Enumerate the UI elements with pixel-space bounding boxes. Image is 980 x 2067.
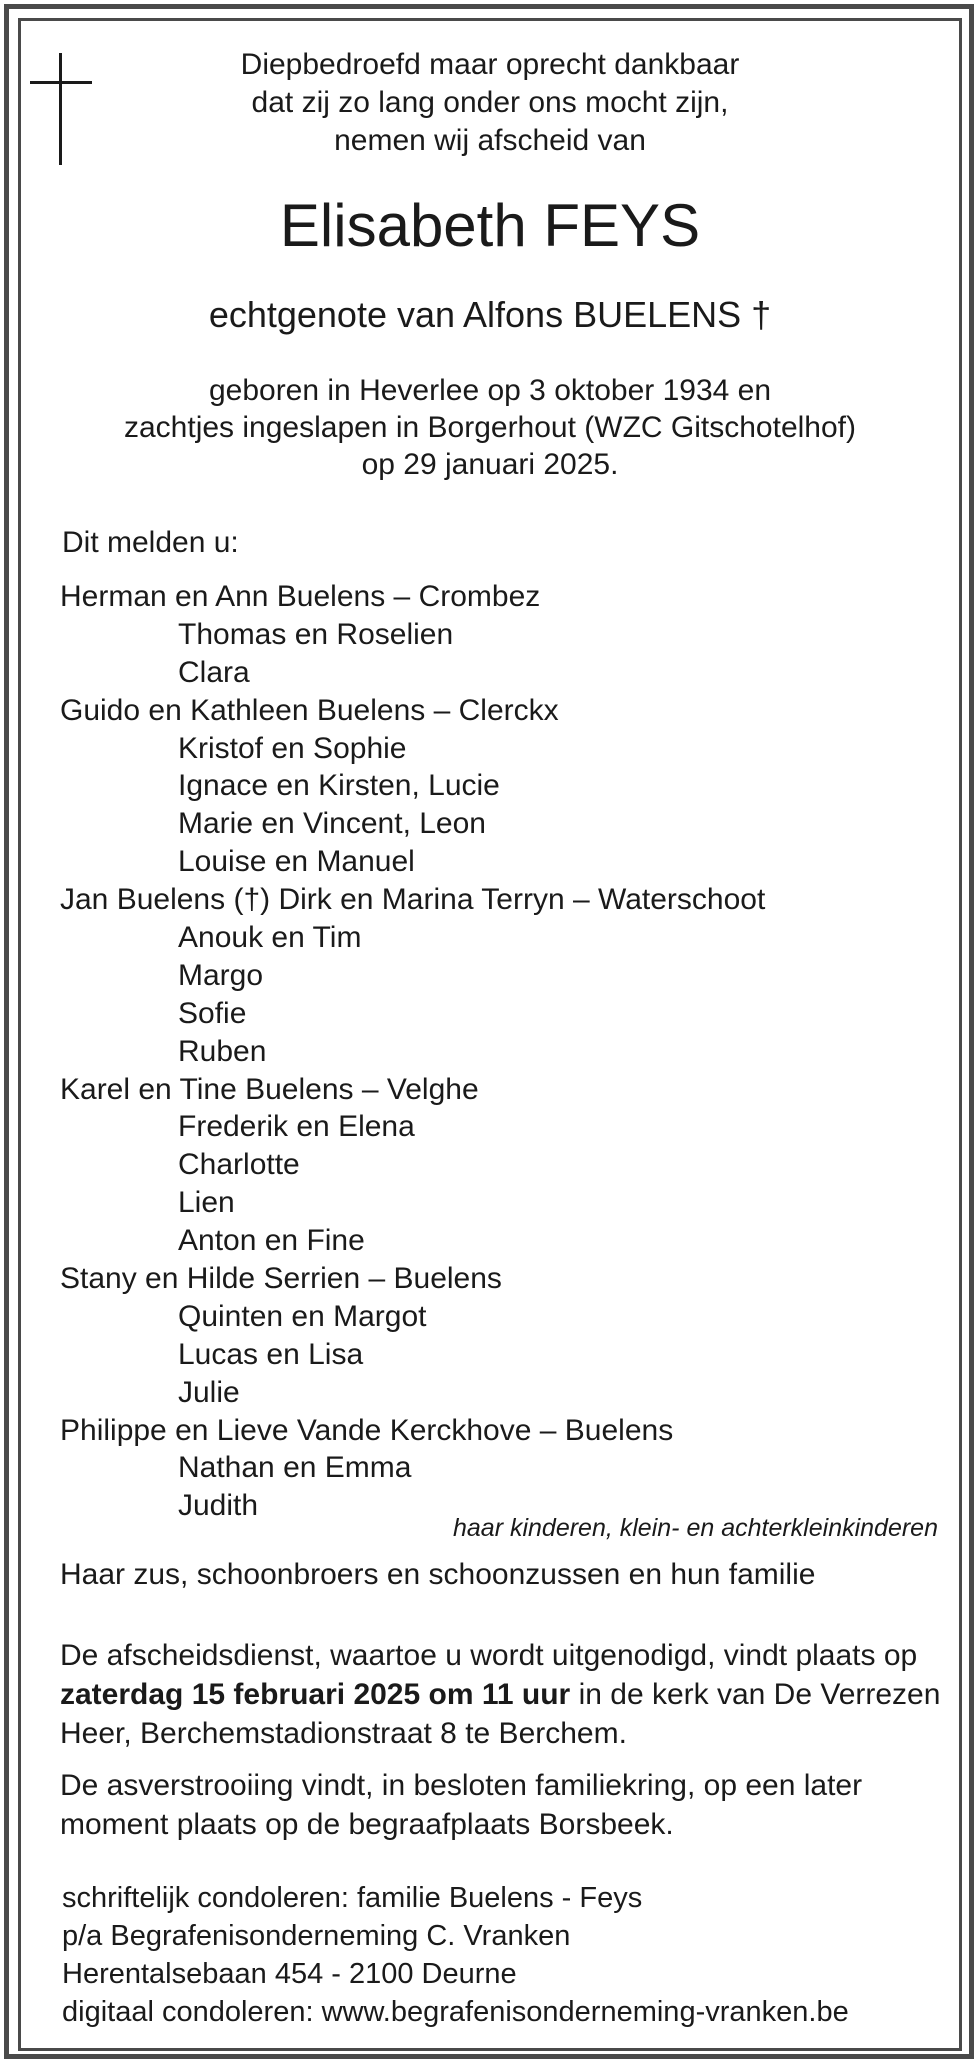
contact-line: Herentalsebaan 454 - 2100 Deurne [62, 1958, 517, 1990]
grandchild-line: Anton en Fine [178, 1224, 365, 1258]
grandchild-line: Judith [178, 1489, 259, 1523]
grandchild-line: Marie en Vincent, Leon [178, 807, 486, 841]
service-datetime: zaterdag 15 februari 2025 om 11 uur [60, 1678, 571, 1711]
grandchild-line: Frederik en Elena [178, 1110, 415, 1144]
grandchild-line: Ruben [178, 1034, 267, 1068]
grandchild-line: Nathan en Emma [178, 1451, 412, 1485]
grandchild-line: Sofie [178, 996, 247, 1030]
grandchild-line: Julie [178, 1375, 240, 1409]
cross-icon [30, 53, 92, 165]
announce-heading: Dit melden u: [62, 526, 239, 559]
child-family-line: Karel en Tine Buelens – Velghe [60, 1072, 479, 1106]
contact-block [62, 1879, 849, 2031]
spouse-line: echtgenote van Alfons BUELENS † [208, 294, 772, 335]
grandchild-line: Ignace en Kirsten, Lucie [178, 769, 500, 803]
grandchild-line: Quinten en Margot [178, 1299, 427, 1333]
child-family-line: Stany en Hilde Serrien – Buelens [60, 1262, 502, 1296]
dates-line: zachtjes ingeslapen in Borgerhout (WZC Gitschotelhof) [123, 411, 856, 444]
relatives-line: Haar zus, schoonbroers en schoonzussen en hun familie [60, 1558, 816, 1591]
grandchild-line: Thomas en Roselien [178, 617, 454, 651]
deceased-name: Elisabeth FEYS [279, 192, 701, 259]
grandchild-line: Kristof en Sophie [178, 731, 407, 765]
dates-line: op 29 januari 2025. [361, 448, 619, 481]
grandchild-line: Anouk en Tim [178, 921, 362, 955]
dates-line: geboren in Heverlee op 3 oktober 1934 en [208, 374, 772, 407]
ashes-announcement: De asverstrooiing vindt, in besloten familiekring, op een later moment plaats op de begraafplaats Borsbeek. [60, 1769, 863, 1841]
child-family-line: Guido en Kathleen Buelens – Clerckx [60, 693, 559, 727]
service-text: De afscheidsdienst, waartoe u wordt uitgenodigd, vindt plaats op [60, 1639, 918, 1672]
service-location: in de kerk van De Verrezen Heer, Berchemstadionstraat 8 te Berchem. [60, 1678, 941, 1750]
contact-url[interactable]: digitaal condoleren: www.begrafenisonderneming-vranken.be [62, 1996, 849, 2028]
contact-line: p/a Begrafenisonderneming C. Vranken [62, 1920, 571, 1952]
contact-line: schriftelijk condoleren: familie Buelens - Feys [62, 1882, 643, 1914]
family-signature: haar kinderen, klein- en achterkleinkinderen [452, 1514, 938, 1542]
grandchild-line: Louise en Manuel [178, 845, 415, 879]
family-list [60, 578, 765, 1525]
intro-line: nemen wij afscheid van [334, 124, 646, 157]
child-family-line: Herman en Ann Buelens – Crombez [60, 580, 541, 613]
grandchild-line: Lien [178, 1186, 235, 1220]
intro-line: dat zij zo lang onder ons mocht zijn, [251, 86, 729, 119]
child-family-line: Jan Buelens (†) Dirk en Marina Terryn – Waterschoot [60, 883, 766, 917]
child-family-line: Philippe en Lieve Vande Kerckhove – Buelens [60, 1413, 674, 1447]
service-announcement [60, 1636, 960, 1753]
grandchild-line: Charlotte [178, 1148, 300, 1182]
intro-text [130, 46, 850, 160]
grandchild-line: Margo [178, 958, 264, 992]
intro-line: Diepbedroefd maar oprecht dankbaar [240, 48, 740, 81]
grandchild-line: Lucas en Lisa [178, 1337, 364, 1371]
grandchild-line: Clara [178, 655, 250, 689]
birth-death-text [40, 372, 940, 483]
